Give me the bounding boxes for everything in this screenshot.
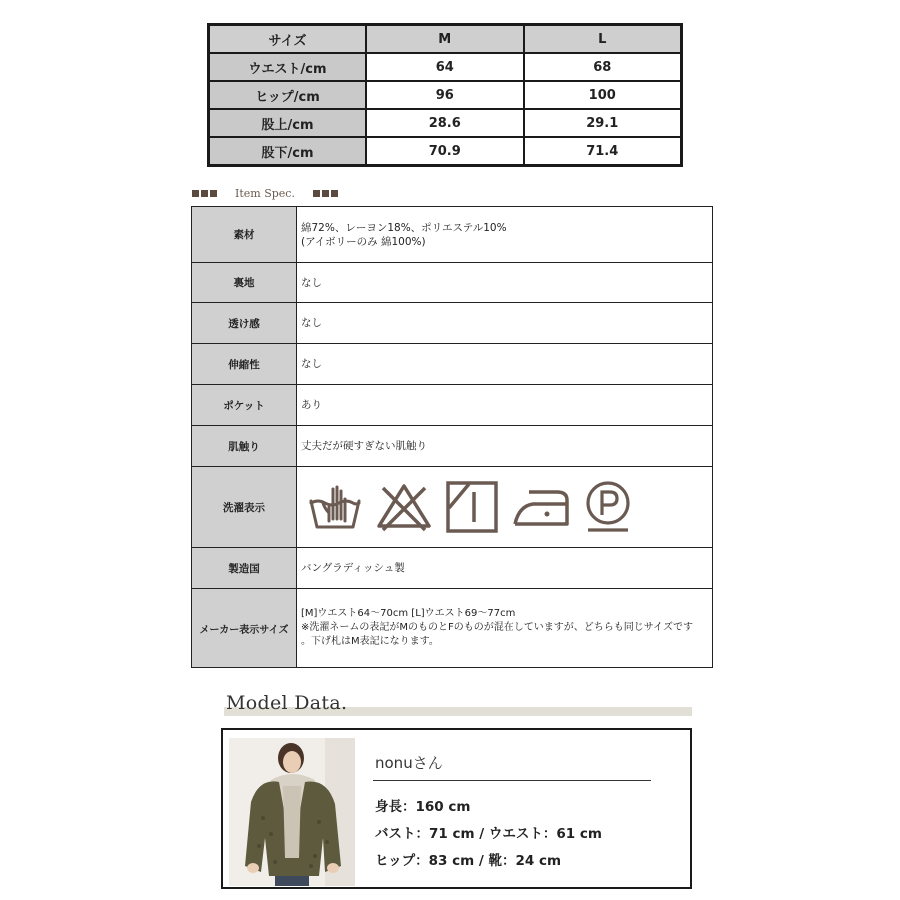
spec-key: ポケット: [192, 385, 297, 426]
size-value-l: 29.1: [524, 109, 682, 137]
spec-row-material: [192, 207, 713, 263]
spec-row-maker-size: [192, 589, 713, 668]
size-value-m: 64: [366, 53, 524, 81]
spec-row-stretch: [192, 344, 713, 385]
spec-row-pocket: [192, 385, 713, 426]
spec-value: [297, 589, 713, 668]
size-value-l: 100: [524, 81, 682, 109]
size-row-label: ウエスト/cm: [209, 53, 366, 81]
model-data-title: Model Data.: [226, 692, 348, 714]
size-value-m: 28.6: [366, 109, 524, 137]
line-dry-shade-icon: [445, 480, 499, 534]
item-spec-heading: [192, 185, 338, 201]
model-hip-shoe: ヒップ：83 cm / 靴：24 cm: [375, 853, 562, 869]
model-name: nonuさん: [375, 754, 443, 772]
spec-value-line: (アイボリーのみ 綿100%): [301, 235, 426, 248]
size-value-m: 70.9: [366, 137, 524, 165]
model-height: 身長：160 cm: [375, 799, 471, 815]
size-value-m: 96: [366, 81, 524, 109]
spec-key: 伸縮性: [192, 344, 297, 385]
hand-wash-icon: [307, 481, 363, 533]
spec-row-sheerness: [192, 303, 713, 344]
decor-squares-left: [192, 190, 217, 197]
no-bleach-icon: [375, 482, 433, 532]
spec-value-line: ※洗濯ネームの表記がMのものとFのものが混在していますが、どちらも同じサイズです: [301, 622, 693, 633]
decor-squares-right: [313, 190, 338, 197]
spec-key: 透け感: [192, 303, 297, 344]
spec-key: 肌触り: [192, 426, 297, 467]
size-row-rise: [209, 109, 681, 137]
size-row-label: 股上/cm: [209, 109, 366, 137]
spec-row-lining: [192, 263, 713, 303]
model-photo: [229, 738, 355, 886]
spec-value-line: 綿72%、レーヨン18%、ポリエステル10%: [301, 221, 507, 234]
spec-row-care-labels: [192, 467, 713, 548]
spec-value: 丈夫だが硬すぎない肌触り: [297, 426, 713, 467]
size-row-label: 股下/cm: [209, 137, 366, 165]
model-bust-waist: バスト：71 cm / ウエスト：61 cm: [375, 826, 602, 842]
spec-value-line: 。下げ札はM表記になります。: [301, 636, 439, 647]
spec-key: 素材: [192, 207, 297, 263]
spec-value: なし: [297, 303, 713, 344]
spec-key: 洗濯表示: [192, 467, 297, 548]
spec-value-line: [M]ウエスト64～70cm [L]ウエスト69～77cm: [301, 608, 516, 619]
size-header-l: L: [524, 25, 682, 53]
size-row-waist: [209, 53, 681, 81]
size-row-inseam: [209, 137, 681, 165]
spec-key: 製造国: [192, 548, 297, 589]
size-table-header-row: [209, 25, 681, 53]
dry-clean-p-icon: [583, 480, 633, 534]
size-table: [207, 23, 683, 167]
item-spec-title: Item Spec.: [235, 186, 295, 200]
size-value-l: 68: [524, 53, 682, 81]
item-spec-table: [191, 206, 713, 668]
size-header-label: サイズ: [209, 25, 366, 53]
spec-row-origin: [192, 548, 713, 589]
model-data-box: [221, 728, 692, 889]
spec-value: なし: [297, 263, 713, 303]
spec-value: あり: [297, 385, 713, 426]
spec-value: バングラディッシュ製: [297, 548, 713, 589]
spec-key: 裏地: [192, 263, 297, 303]
spec-value: [297, 207, 713, 263]
model-name-divider: [373, 780, 651, 781]
spec-key: メーカー表示サイズ: [192, 589, 297, 668]
spec-value: なし: [297, 344, 713, 385]
spec-row-texture: [192, 426, 713, 467]
size-row-label: ヒップ/cm: [209, 81, 366, 109]
iron-low-icon: [511, 486, 571, 528]
care-icons: [297, 467, 713, 548]
size-row-hip: [209, 81, 681, 109]
size-value-l: 71.4: [524, 137, 682, 165]
size-header-m: M: [366, 25, 524, 53]
